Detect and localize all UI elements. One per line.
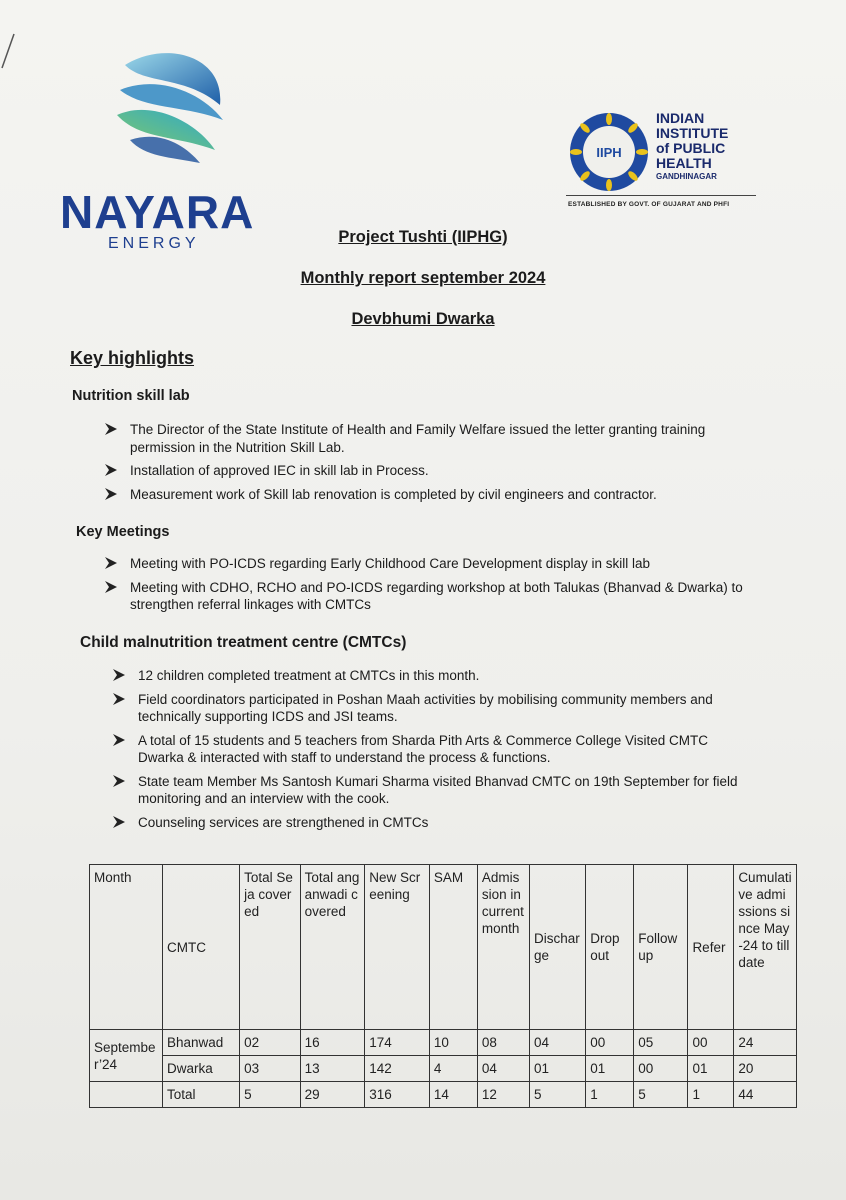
iiph-line-1: INDIAN (656, 110, 705, 126)
table-cell: 16 (300, 1030, 365, 1056)
iiph-divider (566, 195, 756, 196)
list-item-text: Installation of approved IEC in skill lab in Process. (130, 463, 429, 478)
arrow-bullet-icon (104, 556, 118, 570)
table-cell: 00 (634, 1056, 688, 1082)
table-cell: 14 (429, 1082, 477, 1108)
iiph-line-4: HEALTH (656, 155, 712, 171)
table-cell: 13 (300, 1056, 365, 1082)
iiph-line-2: INSTITUTE (656, 125, 729, 141)
list-item-text: Meeting with PO-ICDS regarding Early Childhood Care Development display in skill lab (130, 556, 650, 571)
iiph-wordmark (656, 111, 766, 182)
list-item (104, 462, 744, 480)
table-header-cell: Discharge (529, 865, 585, 1030)
month-cell: September’24 (90, 1030, 163, 1082)
list-item (104, 421, 744, 456)
table-header-cell: Month (90, 865, 163, 1030)
table-cell: 01 (529, 1056, 585, 1082)
table-cell: Bhanwad (162, 1030, 239, 1056)
arrow-bullet-icon (104, 463, 118, 477)
cmtc-list (112, 667, 742, 837)
table-cell: 1 (688, 1082, 734, 1108)
iiph-emblem-text: IIPH (596, 145, 622, 160)
table-cell: 4 (429, 1056, 477, 1082)
table-cell: 02 (240, 1030, 300, 1056)
table-header-cell: SAM (429, 865, 477, 1030)
meetings-list (104, 555, 744, 620)
table-cell (90, 1082, 163, 1108)
table-header-cell: Drop out (586, 865, 634, 1030)
table-cell: 08 (477, 1030, 529, 1056)
table-header-cell: Total anganwadi covered (300, 865, 365, 1030)
table-header-cell: Admission in current month (477, 865, 529, 1030)
arrow-bullet-icon (112, 692, 126, 706)
table-cell: 03 (240, 1056, 300, 1082)
list-item (104, 555, 744, 573)
table-cell: 24 (734, 1030, 797, 1056)
table-cell: 05 (634, 1030, 688, 1056)
list-item (112, 691, 742, 726)
list-item-text: 12 children completed treatment at CMTCs in this month. (138, 668, 480, 683)
list-item (112, 773, 742, 808)
table-cell: 00 (586, 1030, 634, 1056)
table-row (90, 1030, 797, 1056)
table-cell: 5 (529, 1082, 585, 1108)
table-cell: 5 (634, 1082, 688, 1108)
iiph-logo (560, 105, 760, 215)
table-cell: 1 (586, 1082, 634, 1108)
table-header-cell: CMTC (162, 865, 239, 1030)
table-cell: Dwarka (162, 1056, 239, 1082)
table-cell: 142 (365, 1056, 430, 1082)
table-cell: 44 (734, 1082, 797, 1108)
arrow-bullet-icon (112, 815, 126, 829)
table-header-cell: New Screening (365, 865, 430, 1030)
arrow-bullet-icon (104, 487, 118, 501)
report-title: Monthly report september 2024 (300, 269, 546, 287)
table-total-row (90, 1082, 797, 1108)
arrow-bullet-icon (112, 774, 126, 788)
list-item-text: The Director of the State Institute of Health and Family Welfare issued the letter granting training permission in the Nutrition Skill Lab. (130, 422, 706, 455)
table-cell: 10 (429, 1030, 477, 1056)
iiph-emblem-icon (568, 111, 650, 193)
arrow-bullet-icon (104, 422, 118, 436)
nutrition-list (104, 421, 744, 509)
list-item (112, 667, 742, 685)
iiph-line-5: GANDHINAGAR (656, 172, 717, 181)
nayara-wave-emblem (105, 45, 235, 165)
arrow-bullet-icon (112, 733, 126, 747)
page-curl-mark (0, 30, 20, 70)
cmtc-heading: Child malnutrition treatment centre (CMTCs) (80, 634, 407, 651)
table-cell: 04 (529, 1030, 585, 1056)
table-row (90, 1056, 797, 1082)
list-item-text: A total of 15 students and 5 teachers from Sharda Pith Arts & Commerce College Visited CMTC Dwarka & interacted with staff to understand the process & functions. (138, 732, 709, 765)
iiph-line-3: of PUBLIC (656, 140, 726, 156)
arrow-bullet-icon (104, 580, 118, 594)
list-item-text: Counseling services are strengthened in CMTCs (138, 814, 429, 830)
arrow-bullet-icon (112, 668, 126, 682)
table-cell: 174 (365, 1030, 430, 1056)
cmtc-data-table (89, 864, 797, 1108)
table-header-cell: Total Seja covered (240, 865, 300, 1030)
table-cell: 00 (688, 1030, 734, 1056)
table-cell: 01 (586, 1056, 634, 1082)
table-header-cell: Cumulative admissions since May-24 to till date (734, 865, 797, 1030)
list-item-text: Measurement work of Skill lab renovation is completed by civil engineers and contractor. (130, 486, 657, 502)
table-cell: 20 (734, 1056, 797, 1082)
list-item (112, 814, 742, 832)
list-item (104, 486, 744, 504)
table-header-row (90, 865, 797, 1030)
table-cell: Total (162, 1082, 239, 1108)
list-item-text: Meeting with CDHO, RCHO and PO-ICDS regarding workshop at both Talukas (Bhanvad & Dwarka) to strengthen referral linkages with CMTCs (130, 579, 743, 612)
table-header-cell: Refer (688, 865, 734, 1030)
list-item (104, 579, 744, 614)
nutrition-skill-lab-heading: Nutrition skill lab (72, 388, 190, 404)
table-cell: 01 (688, 1056, 734, 1082)
table-cell: 12 (477, 1082, 529, 1108)
nayara-wordmark: NAYARA (60, 186, 255, 238)
table-cell: 04 (477, 1056, 529, 1082)
list-item (112, 732, 742, 767)
table-cell: 29 (300, 1082, 365, 1108)
list-item-text: State team Member Ms Santosh Kumari Sharma visited Bhanvad CMTC on 19th September for field monitoring and an interview with the cook. (138, 773, 738, 806)
table-header-cell: Follow up (634, 865, 688, 1030)
table-cell: 316 (365, 1082, 430, 1108)
project-title: Project Tushti (IIPHG) (338, 228, 508, 246)
table-cell: 5 (240, 1082, 300, 1108)
key-highlights-heading: Key highlights (70, 348, 195, 368)
iiph-established: ESTABLISHED BY GOVT. OF GUJARAT AND PHFI (568, 201, 730, 208)
district-title: Devbhumi Dwarka (351, 310, 495, 328)
nayara-subtitle: ENERGY (108, 235, 200, 252)
key-meetings-heading: Key Meetings (76, 524, 170, 540)
list-item-text: Field coordinators participated in Poshan Maah activities by mobilising community members and technically supporting ICDS and JSI teams. (138, 691, 713, 724)
